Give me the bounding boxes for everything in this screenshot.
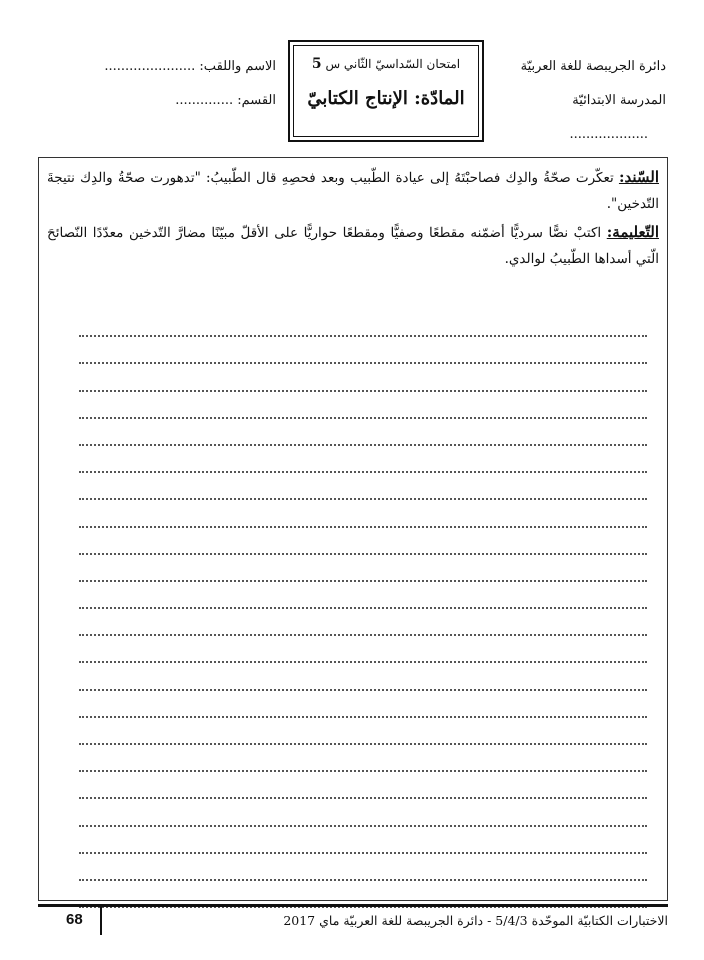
task-text <box>47 164 659 274</box>
writing-line[interactable] <box>79 392 647 419</box>
exam-header <box>0 0 704 150</box>
writing-line[interactable] <box>79 310 647 337</box>
school-info <box>496 50 666 152</box>
writing-line[interactable] <box>79 473 647 500</box>
district-name: دائرة الجريبصة للغة العربيّة <box>520 59 666 74</box>
instruction-label: التّعليمة: <box>606 223 659 241</box>
sanad-paragraph <box>47 164 659 217</box>
student-name-field[interactable]: الاسم واللقب: ...................... <box>104 59 276 74</box>
writing-line[interactable] <box>79 663 647 690</box>
school-dots: ................... <box>569 127 648 142</box>
writing-line[interactable] <box>79 528 647 555</box>
sanad-text: تعكّرت صحّةُ والدِك فصاحبْتَهُ إلى عيادة الطّبيب وبعد فحصِهِ قال الطّبيبُ: "تدهورت صحّةُ والدِك نتيجةَ التّدخين". <box>47 170 659 212</box>
writing-line[interactable] <box>79 419 647 446</box>
student-info <box>48 50 276 118</box>
footer-divider <box>100 907 102 935</box>
writing-line[interactable] <box>79 609 647 636</box>
footer-text: الاختبارات الكتابيّة الموحّدة 5/4/3 - دائرة الجريبصة للغة العربيّة ماي 2017 <box>283 913 668 928</box>
instruction-paragraph <box>47 219 659 272</box>
writing-line[interactable] <box>79 772 647 799</box>
writing-line[interactable] <box>79 745 647 772</box>
writing-line[interactable] <box>79 364 647 391</box>
writing-line[interactable] <box>79 799 647 826</box>
exam-title-box-inner <box>293 45 479 137</box>
student-class-field[interactable]: القسم: .............. <box>175 93 276 108</box>
exam-title-text: امتحان السّداسيّ الثّاني س <box>325 57 461 71</box>
writing-line[interactable] <box>79 555 647 582</box>
subject-title: المادّة: الإنتاج الكتابيّ <box>307 88 465 109</box>
writing-line[interactable] <box>79 500 647 527</box>
writing-line[interactable] <box>79 718 647 745</box>
writing-line[interactable] <box>79 636 647 663</box>
school-name: المدرسة الابتدائيّة <box>572 93 666 108</box>
instruction-text: اكتبْ نصًّا سرديًّا أضمّنه مقطعًا وصفيًّا ومقطعًا حواريًّا على الأقلّ مبيّنًا مضارَّ التّدخين معدّدًا النّصائحَ الّتي أسداها الطّبيبُ لوالدي. <box>47 225 659 267</box>
exam-title-box <box>288 40 484 142</box>
sanad-label: السّند: <box>618 168 659 186</box>
exam-title <box>294 56 478 72</box>
writing-line[interactable] <box>79 854 647 881</box>
writing-line[interactable] <box>79 691 647 718</box>
page-number: 68 <box>66 911 83 928</box>
exam-level: 5 <box>311 56 322 72</box>
writing-line[interactable] <box>79 337 647 364</box>
page-footer <box>38 904 668 936</box>
writing-line[interactable] <box>79 582 647 609</box>
writing-area[interactable] <box>79 310 647 908</box>
writing-line[interactable] <box>79 446 647 473</box>
exam-body <box>38 157 668 901</box>
writing-line[interactable] <box>79 827 647 854</box>
